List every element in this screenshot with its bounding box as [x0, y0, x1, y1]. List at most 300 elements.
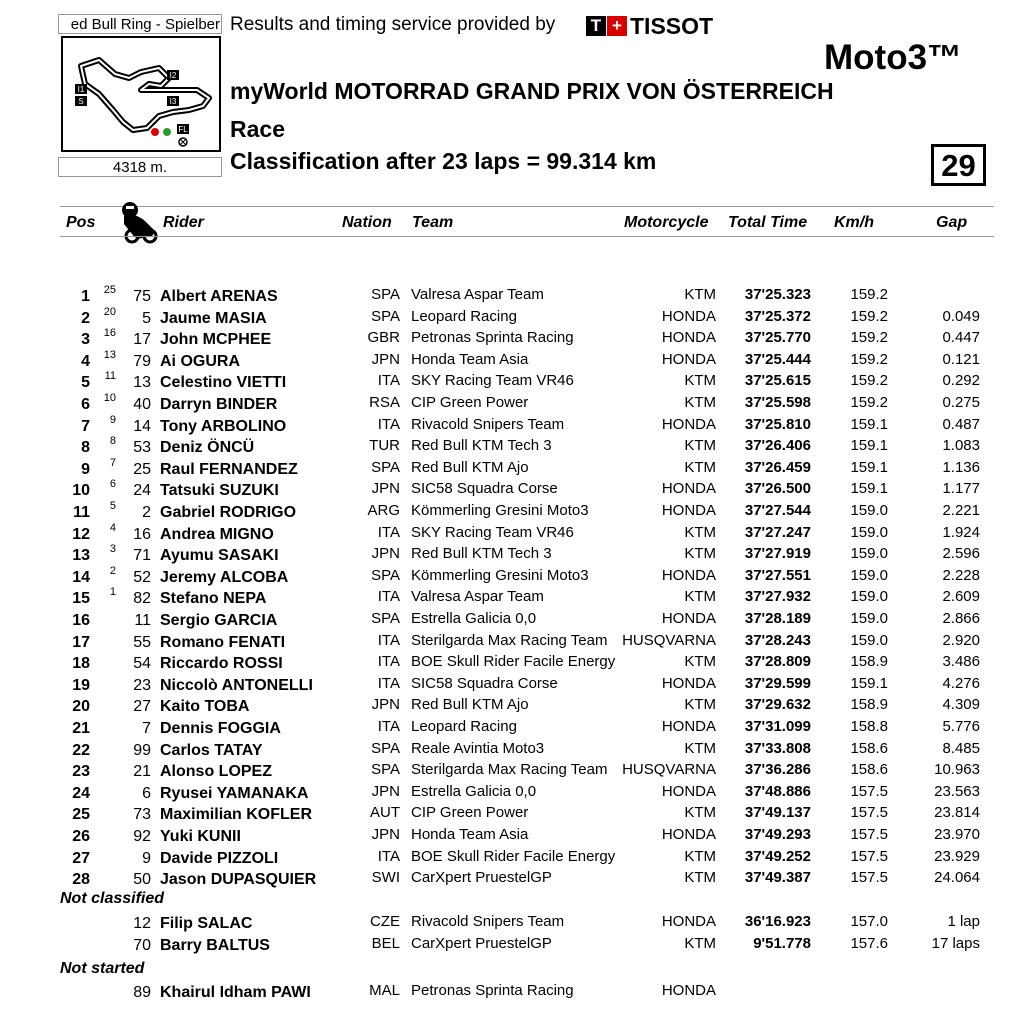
gap: 1.924: [942, 523, 980, 541]
gap: 2.596: [942, 545, 980, 563]
speed: 157.5: [850, 782, 888, 800]
rider-name: Davide PIZZOLI: [160, 849, 279, 867]
motorcycle: KTM: [684, 739, 716, 757]
motorcycle: KTM: [684, 437, 716, 455]
total-time: 37'49.137: [744, 804, 811, 822]
team: CIP Green Power: [411, 804, 529, 822]
motorcycle: HONDA: [661, 307, 716, 325]
table-row: [0, 846, 1009, 867]
rider-number: 9: [142, 849, 151, 867]
nation: SPA: [371, 307, 400, 325]
speed: 159.0: [850, 631, 888, 649]
motorcycle: KTM: [684, 588, 716, 606]
gap: 23.970: [934, 826, 980, 843]
total-time: 37'49.387: [744, 869, 811, 887]
motorcycle: KTM: [684, 458, 716, 476]
nation: TUR: [369, 437, 400, 455]
team: SIC58 Squadra Corse: [411, 480, 558, 498]
category-title: Moto3™: [824, 38, 963, 77]
motorcycle: HONDA: [661, 350, 716, 368]
rider-name: Riccardo ROSSI: [160, 655, 283, 673]
total-time: 37'28.243: [744, 631, 811, 649]
team: Estrella Galicia 0,0: [411, 782, 537, 800]
total-time: 37'36.286: [744, 761, 811, 779]
rider-name: Kaito TOBA: [160, 698, 250, 716]
speed: 159.1: [850, 480, 888, 498]
col-rider: Rider: [163, 214, 204, 231]
fl-label: FL: [178, 125, 188, 134]
nation: ITA: [377, 631, 400, 649]
team: Kömmerling Gresini Moto3: [411, 566, 589, 584]
position: 12: [72, 525, 90, 543]
table-row: [0, 435, 1009, 456]
tissot-cross-icon: +: [607, 16, 627, 36]
rider-number: 70: [133, 936, 151, 954]
motorcycle: KTM: [684, 847, 716, 865]
position: 21: [72, 720, 90, 737]
grid-position: 1: [109, 586, 116, 599]
grid-position: 16: [103, 327, 116, 340]
position: 18: [72, 655, 90, 673]
position: 8: [81, 439, 90, 457]
total-time: 37'49.293: [744, 826, 811, 843]
speed: 158.6: [850, 761, 888, 779]
nation: ITA: [377, 674, 400, 692]
gap: 23.929: [934, 847, 980, 865]
team: SKY Racing Team VR46: [411, 372, 574, 390]
position: 2: [81, 309, 90, 327]
speed: 159.2: [850, 286, 888, 303]
gap: 17 laps: [931, 934, 980, 952]
rider-name: Khairul Idham PAWI: [160, 984, 311, 1001]
gap: 4.309: [942, 696, 980, 714]
total-time: 37'33.808: [744, 739, 811, 757]
grid-position: 8: [109, 435, 116, 448]
motorcycle: KTM: [684, 286, 716, 303]
timing-service-text: Results and timing service provided by: [230, 14, 556, 35]
total-time: 37'27.919: [744, 545, 811, 563]
total-time: 37'49.252: [744, 847, 811, 865]
col-pos: Pos: [66, 214, 96, 231]
nation: MAL: [369, 982, 400, 999]
team: Red Bull KTM Ajo: [411, 458, 529, 476]
rider-name: Jason DUPASQUIER: [160, 871, 317, 889]
rider-name: Ai OGURA: [160, 352, 240, 370]
gap: 3.486: [942, 653, 980, 671]
rider-name: Celestino VIETTI: [160, 374, 287, 392]
total-time: 37'25.372: [744, 307, 811, 325]
motorcycle: HUSQVARNA: [622, 761, 716, 779]
rider-number: 16: [133, 525, 151, 543]
position: 6: [81, 396, 90, 413]
position: 14: [72, 568, 90, 586]
gap: 5.776: [942, 718, 980, 735]
speed: 157.5: [850, 847, 888, 865]
total-time: 36'16.923: [744, 913, 811, 930]
speed: 159.2: [850, 350, 888, 368]
gap: 2.920: [942, 631, 980, 649]
gap: 1.136: [942, 458, 980, 476]
rider-name: Alonso LOPEZ: [160, 763, 272, 781]
rider-number: 50: [133, 871, 151, 889]
rider-number: 89: [133, 984, 151, 1001]
total-time: 37'28.189: [744, 610, 811, 627]
total-time: 37'27.247: [744, 523, 811, 541]
rider-number: 54: [133, 655, 151, 673]
gap: 0.275: [942, 394, 980, 411]
rider-name: Raul FERNANDEZ: [160, 460, 298, 478]
col-team: Team: [412, 214, 454, 231]
grid-position: 11: [104, 370, 116, 383]
total-time: 37'25.598: [744, 394, 811, 411]
position: 7: [81, 417, 90, 435]
rider-name: Deniz ÖNCÜ: [160, 439, 255, 457]
motorcycle: HONDA: [661, 566, 716, 584]
table-row: [0, 802, 1009, 823]
session-name: Race: [230, 116, 285, 142]
position: 27: [72, 849, 90, 867]
rider-number: 92: [133, 828, 151, 845]
rider-number: 53: [133, 439, 151, 457]
speed: 159.0: [850, 502, 888, 519]
speed: 159.0: [850, 523, 888, 541]
rider-number: 12: [133, 915, 151, 932]
team: Estrella Galicia 0,0: [411, 610, 537, 627]
motorcycle: HONDA: [661, 718, 716, 735]
table-row: [0, 824, 1009, 845]
tissot-logo: [586, 12, 714, 39]
motorcycle: HONDA: [661, 782, 716, 800]
motorcycle: KTM: [684, 869, 716, 887]
nation: ITA: [377, 653, 400, 671]
rider-number: 2: [142, 504, 151, 521]
rider-name: Niccolò ANTONELLI: [160, 676, 313, 694]
gap: 1.083: [942, 437, 980, 455]
table-row: [0, 284, 1009, 305]
total-time: 37'48.886: [744, 782, 811, 800]
position: 17: [72, 633, 90, 651]
total-time: 37'27.932: [744, 588, 811, 606]
speed: 157.5: [850, 804, 888, 822]
position: 13: [72, 547, 90, 565]
nation: RSA: [369, 394, 400, 411]
rider-number: 73: [133, 806, 151, 824]
speed: 158.9: [850, 696, 888, 714]
classification-title: Classification after 23 laps = 99.314 km: [230, 148, 657, 174]
rider-name: Tony ARBOLINO: [160, 417, 287, 435]
header-rule-top: [60, 206, 994, 207]
speed: 157.6: [850, 934, 888, 952]
total-time: 37'27.544: [744, 502, 811, 519]
gap: 23.814: [934, 804, 980, 822]
rider-number: 23: [133, 676, 151, 694]
speed: 159.1: [850, 458, 888, 476]
table-row: [0, 716, 1009, 737]
nation: ITA: [377, 372, 400, 390]
rider-number: 5: [142, 309, 151, 327]
speed: 159.1: [850, 674, 888, 692]
i3-label: I3: [169, 97, 177, 106]
rider-number: 71: [133, 547, 151, 565]
total-time: 37'25.770: [744, 329, 811, 347]
position: 25: [72, 806, 90, 824]
speed: 157.0: [850, 913, 888, 930]
total-time: 37'29.632: [744, 696, 811, 714]
grid-position: 20: [103, 305, 116, 318]
nation: SPA: [371, 286, 400, 303]
nation: CZE: [370, 913, 400, 930]
col-motorcycle: Motorcycle: [624, 214, 709, 231]
team: Leopard Racing: [411, 307, 517, 325]
speed: 159.2: [850, 329, 888, 347]
rider-helmet-icon: [116, 198, 160, 244]
motorcycle: KTM: [684, 545, 716, 563]
rider-name: Darryn BINDER: [160, 396, 278, 413]
position: 15: [72, 590, 90, 608]
not-started-title: Not started: [60, 960, 145, 977]
i2-label: I2: [169, 71, 177, 80]
table-row: [0, 543, 1009, 564]
team: Leopard Racing: [411, 718, 517, 735]
rider-name: Filip SALAC: [160, 915, 253, 932]
position: 10: [72, 482, 90, 500]
speed: 159.2: [850, 372, 888, 390]
nation: GBR: [367, 329, 400, 347]
start-marker-icon: [151, 128, 159, 136]
rider-name: Ryusei YAMANAKA: [160, 784, 309, 802]
table-row: [0, 457, 1009, 478]
table-row: [0, 478, 1009, 499]
nation: JPN: [371, 545, 400, 563]
motorcycle: KTM: [684, 804, 716, 822]
table-row: [0, 980, 1009, 1001]
team: BOE Skull Rider Facile Energy: [411, 847, 616, 865]
total-time: 37'25.444: [744, 350, 811, 368]
speed: 158.9: [850, 653, 888, 671]
rider-name: Carlos TATAY: [160, 741, 263, 759]
motorcycle: KTM: [684, 696, 716, 714]
gap: 1.177: [942, 480, 980, 498]
position: 1: [81, 288, 90, 305]
motorcycle: HONDA: [661, 982, 716, 999]
total-time: 37'29.599: [744, 674, 811, 692]
table-row: [0, 349, 1009, 370]
speed: 159.0: [850, 610, 888, 627]
motorcycle: HONDA: [661, 502, 716, 519]
rider-number: 25: [133, 460, 151, 478]
motorcycle: KTM: [684, 653, 716, 671]
rider-number: 7: [142, 720, 151, 737]
circuit-map: [61, 36, 221, 152]
rider-number: 14: [133, 417, 151, 435]
rider-name: Stefano NEPA: [160, 590, 267, 608]
position: 26: [72, 828, 90, 845]
grid-position: 6: [109, 478, 116, 491]
grid-position: 3: [109, 543, 116, 556]
rider-name: John MCPHEE: [160, 331, 272, 349]
gap: 2.866: [942, 610, 980, 627]
motorcycle: KTM: [684, 372, 716, 390]
col-total-time: Total Time: [728, 214, 808, 231]
gap: 0.049: [942, 307, 980, 325]
rider-number: 6: [142, 784, 151, 802]
rider-name: Dennis FOGGIA: [160, 720, 281, 737]
nation: SPA: [371, 739, 400, 757]
motorcycle: HUSQVARNA: [622, 631, 716, 649]
nation: SWI: [371, 869, 400, 887]
team: CarXpert PruestelGP: [411, 869, 552, 887]
rider-name: Gabriel RODRIGO: [160, 504, 297, 521]
team: BOE Skull Rider Facile Energy: [411, 653, 616, 671]
team: CarXpert PruestelGP: [411, 934, 552, 952]
motorcycle: HONDA: [661, 415, 716, 433]
table-row: [0, 933, 1009, 954]
event-name: myWorld MOTORRAD GRAND PRIX VON ÖSTERREICH: [230, 78, 834, 104]
total-time: 37'31.099: [744, 718, 811, 735]
position: 5: [81, 374, 90, 392]
track-length: 4318 m.: [58, 157, 222, 177]
nation: JPN: [371, 350, 400, 368]
team: Petronas Sprinta Racing: [411, 982, 574, 999]
total-time: 37'25.615: [744, 372, 811, 390]
total-time: 37'26.500: [744, 480, 811, 498]
motorcycle: HONDA: [661, 329, 716, 347]
rider-name: Tatsuki SUZUKI: [160, 482, 279, 500]
gap: 2.228: [942, 566, 980, 584]
grid-position: 7: [109, 456, 116, 469]
position: 24: [72, 784, 90, 802]
gap: 0.121: [942, 350, 980, 368]
gap: 4.276: [942, 674, 980, 692]
team: Valresa Aspar Team: [411, 588, 544, 606]
nation: ITA: [377, 847, 400, 865]
rider-number: 52: [133, 568, 151, 586]
table-row: [0, 651, 1009, 672]
rider-number: 99: [133, 741, 151, 759]
rider-number: 55: [133, 633, 151, 651]
not-classified-title: Not classified: [60, 890, 165, 907]
team: Rivacold Snipers Team: [411, 415, 565, 433]
gap: 0.447: [942, 329, 980, 347]
table-row: [0, 392, 1009, 413]
table-row: [0, 500, 1009, 521]
speed: 157.5: [850, 869, 888, 887]
rider-name: Andrea MIGNO: [160, 525, 274, 543]
page-number: 29: [931, 144, 986, 186]
team: SIC58 Squadra Corse: [411, 674, 558, 692]
motorcycle: HONDA: [661, 913, 716, 930]
col-nation: Nation: [342, 214, 392, 231]
grid-position: 2: [109, 564, 116, 577]
speed: 157.5: [850, 826, 888, 843]
table-row: [0, 306, 1009, 327]
nation: ARG: [367, 502, 400, 519]
grid-position: 9: [109, 413, 116, 426]
table-row: [0, 414, 1009, 435]
speed: 159.0: [850, 545, 888, 563]
gap: 0.292: [942, 372, 980, 390]
position: 11: [73, 504, 90, 521]
speed: 159.1: [850, 437, 888, 455]
rider-number: 27: [133, 698, 151, 716]
nation: SPA: [371, 610, 400, 627]
circuit-map-icon: [63, 38, 219, 150]
col-gap: Gap: [936, 214, 968, 231]
rider-name: Jeremy ALCOBA: [160, 568, 289, 586]
nation: ITA: [377, 718, 400, 735]
rider-number: 13: [133, 374, 151, 392]
gap: 24.064: [934, 869, 980, 887]
nation: JPN: [371, 696, 400, 714]
team: Red Bull KTM Tech 3: [411, 437, 552, 455]
total-time: 37'25.810: [744, 415, 811, 433]
table-row: [0, 867, 1009, 888]
speed: 159.2: [850, 394, 888, 411]
tissot-wordmark: TISSOT: [630, 12, 714, 39]
gap: 23.563: [934, 782, 980, 800]
gap: 8.485: [942, 739, 980, 757]
table-row: [0, 370, 1009, 391]
gap: 2.221: [942, 502, 980, 519]
table-row: [0, 565, 1009, 586]
i1-label: I1: [77, 85, 85, 94]
motorcycle: HONDA: [661, 610, 716, 627]
nation: SPA: [371, 566, 400, 584]
team: SKY Racing Team VR46: [411, 523, 574, 541]
motorcycle: HONDA: [661, 674, 716, 692]
rider-number: 82: [133, 590, 151, 608]
speed: 159.1: [850, 415, 888, 433]
position: 19: [72, 676, 90, 694]
nation: JPN: [371, 782, 400, 800]
rider-name: Barry BALTUS: [160, 936, 270, 954]
speed: 159.2: [850, 307, 888, 325]
table-row: [0, 522, 1009, 543]
rider-name: Ayumu SASAKI: [160, 547, 279, 565]
rider-name: Romano FENATI: [160, 633, 286, 651]
motorcycle: KTM: [684, 523, 716, 541]
team: Red Bull KTM Tech 3: [411, 545, 552, 563]
motorcycle: KTM: [684, 934, 716, 952]
grid-position: 4: [109, 521, 116, 534]
tissot-t-icon: T: [586, 16, 606, 36]
nation: BEL: [371, 934, 400, 952]
gap: 1 lap: [947, 913, 980, 930]
position: 16: [72, 612, 90, 629]
team: Honda Team Asia: [411, 826, 529, 843]
rider-number: 79: [133, 352, 151, 370]
team: Kömmerling Gresini Moto3: [411, 502, 589, 519]
speed: 158.6: [850, 739, 888, 757]
rider-name: Albert ARENAS: [160, 288, 278, 305]
s-label: S: [78, 97, 84, 106]
finish-marker-icon: [163, 128, 171, 136]
table-row: [0, 694, 1009, 715]
team: Rivacold Snipers Team: [411, 913, 565, 930]
speed: 158.8: [850, 718, 888, 735]
total-time: 37'26.406: [744, 437, 811, 455]
position: 23: [72, 763, 90, 781]
table-row: [0, 608, 1009, 629]
motorcycle: HONDA: [661, 480, 716, 498]
rider-number: 40: [133, 396, 151, 413]
motorcycle: HONDA: [661, 826, 716, 843]
team: Sterilgarda Max Racing Team: [411, 631, 608, 649]
grid-position: 13: [103, 348, 116, 361]
table-row: [0, 759, 1009, 780]
position: 22: [72, 741, 90, 759]
nation: SPA: [371, 458, 400, 476]
